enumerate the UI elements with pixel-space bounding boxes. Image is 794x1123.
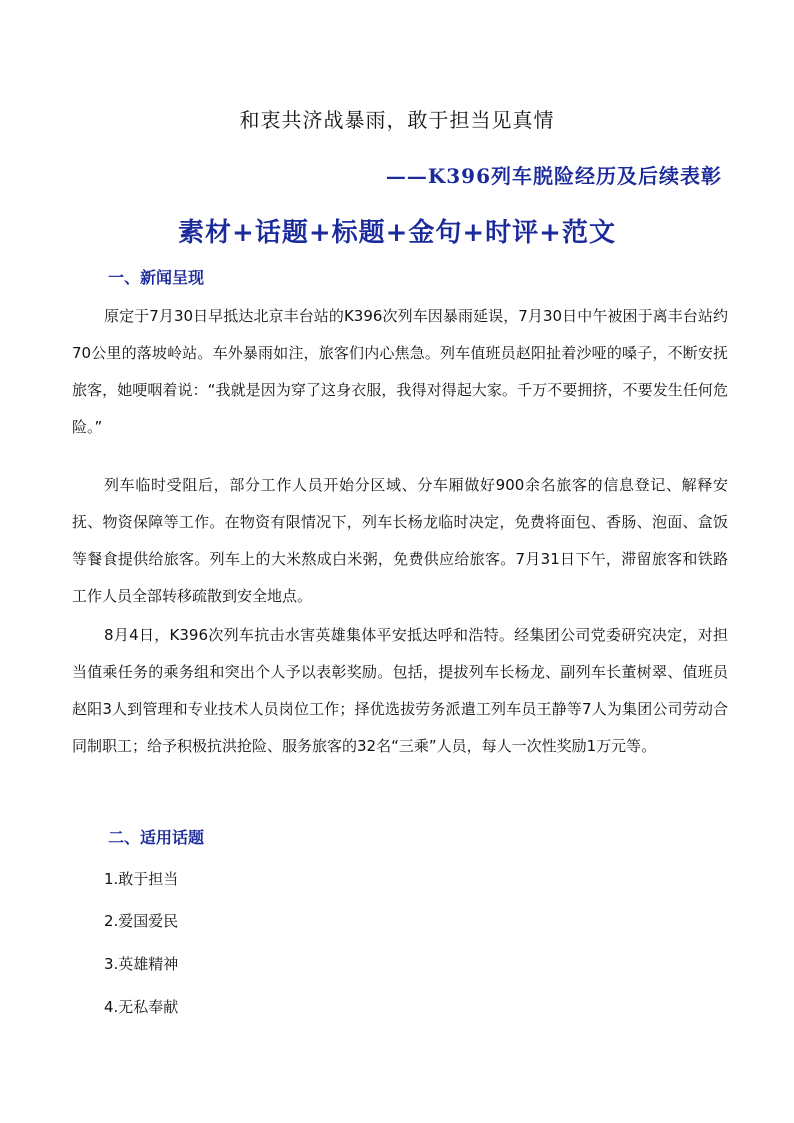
section-heading-news: 一、新闻呈现: [108, 268, 205, 287]
document-subtitle: ——K396列车脱险经历及后续表彰: [385, 164, 722, 188]
topic-item: 3.英雄精神: [104, 955, 179, 973]
section-heading-topics: 二、适用话题: [108, 828, 205, 847]
document-title: 和衷共济战暴雨，敢于担当见真情: [239, 108, 555, 132]
topic-item: 2.爱国爱民: [104, 912, 179, 930]
topic-item: 4.无私奉献: [104, 998, 179, 1016]
paragraph: 列车临时受阻后，部分工作人员开始分区域、分车厢做好900余名旅客的信息登记、解释安抚、物资保障等工作。在物资有限情况下，列车长杨龙临时决定，免费将面包、香肠、泡面、盒饭等餐食提供给旅客。列车上的大米熬成白米粥，免费供应给旅客。7月31日下午，滞留旅客和铁路工作人员全部转移疏散到安全地点。: [72, 476, 728, 605]
document-banner: 素材+话题+标题+金句+时评+范文: [178, 218, 616, 248]
paragraph: 原定于7月30日早抵达北京丰台站的K396次列车因暴雨延误，7月30日中午被困于离丰台站约70公里的落坡岭站。车外暴雨如注，旅客们内心焦急。列车值班员赵阳扯着沙哑的嗓子，不断安抚旅客，她哽咽着说：“我就是因为穿了这身衣服，我得对得起大家。千万不要拥挤，不要发生任何危险。”: [72, 307, 728, 436]
topic-item: 1.敢于担当: [104, 870, 179, 888]
paragraph: 8月4日，K396次列车抗击水害英雄集体平安抵达呼和浩特。经集团公司党委研究决定，对担当值乘任务的乘务组和突出个人予以表彰奖励。包括，提拔列车长杨龙、副列车长董树翠、值班员赵阳3人到管理和专业技术人员岗位工作；择优选拔劳务派遣工列车员王静等7人为集团公司劳动合同制职工；给予积极抗洪抢险、服务旅客的32名“三乘”人员，每人一次性奖励1万元等。: [72, 626, 728, 755]
